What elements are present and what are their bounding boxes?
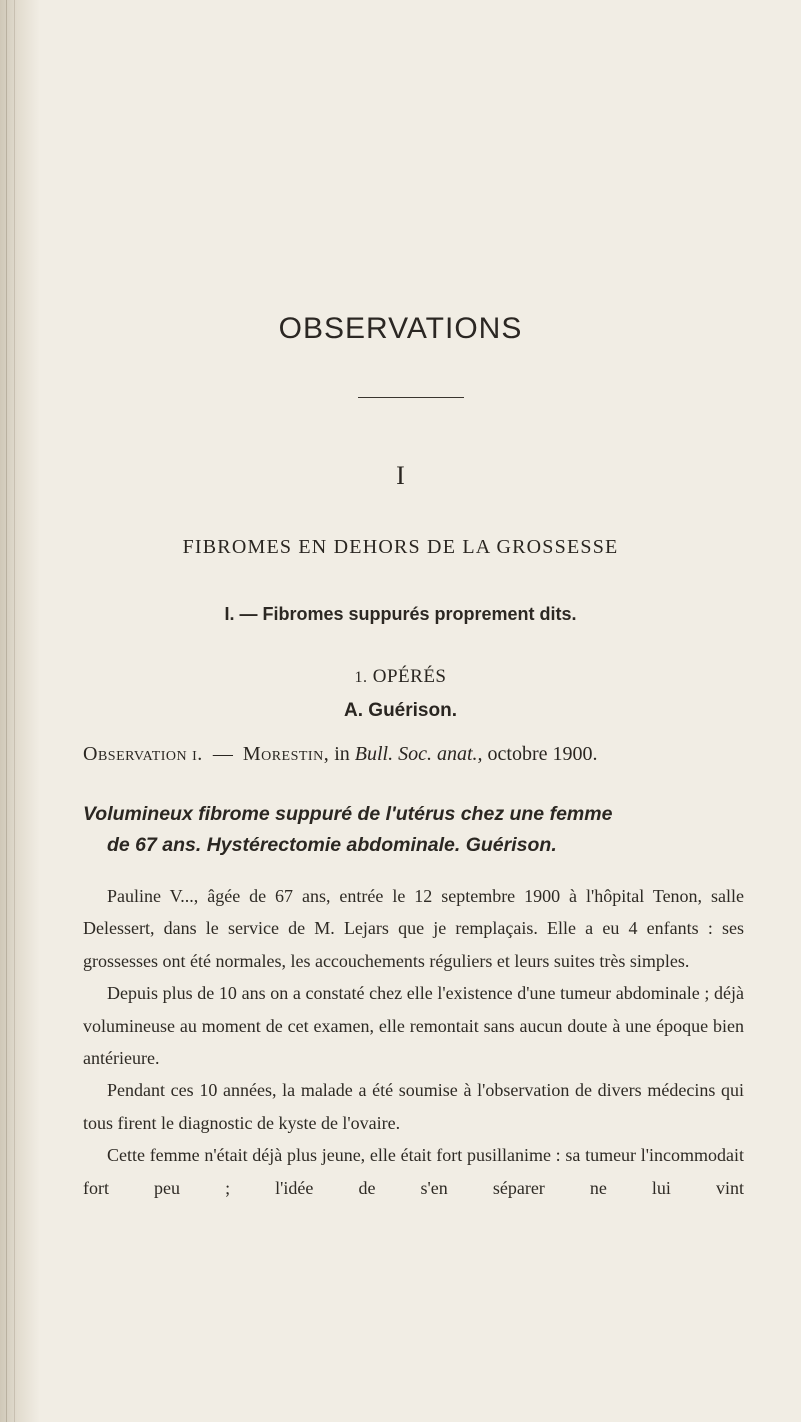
page-title: OBSERVATIONS [278,312,523,345]
chapter-number: I [396,461,405,490]
paragraph: Pendant ces 10 années, la malade a été soumise à l'observation de divers médecins qui tous firent le diagnostic de kyste de l'ovaire. [83,1080,744,1133]
case-title [83,799,743,861]
subsubsection-label: OPÉRÉS [372,666,447,687]
subsubsection-heading [0,666,801,688]
observation-author: Morestin, [242,743,330,765]
observation-date: octobre 1900. [487,743,598,765]
paragraph: Cette femme n'était déjà plus jeune, elle était fort pusillanime : sa tumeur l'incommodait fort peu ; l'idée de s'en séparer ne lui vint [83,1145,744,1198]
result-heading: A. Guérison. [344,700,457,721]
case-title-line-2: de 67 ans. Hystérectomie abdominale. Guérison. [107,834,557,856]
section-heading: FIBROMES EN DEHORS DE LA GROSSESSE [182,536,619,558]
observation-label: Observation [83,743,188,765]
case-title-line-1: Volumineux fibrome suppuré de l'utérus chez une femme [83,803,613,825]
body-text [83,880,744,1204]
paragraph: Depuis plus de 10 ans on a constaté chez elle l'existence d'une tumeur abdominale ; déjà volumineuse au moment de cet examen, elle remontait sans aucun doute à une époque bien antérieure. [83,983,744,1069]
subsection-heading: I. — Fibromes suppurés proprement dits. [224,604,577,624]
observation-header: Observation i. — Morestin, in Bull. Soc. anat., octobre 1900. [83,743,598,765]
observation-number: i. [192,743,203,765]
title-rule [358,397,464,398]
observation-in: in [334,743,350,765]
subsubsection-number: 1. [354,669,368,686]
paragraph: Pauline V..., âgée de 67 ans, entrée le 12 septembre 1900 à l'hôpital Tenon, salle Delessert, dans le service de M. Lejars que je remplaçais. Elle a eu 4 enfants : ses grossesses ont été normales, les accouchements réguliers et leurs suites très simples. [83,886,744,971]
observation-source: Bull. Soc. anat., [354,743,483,765]
